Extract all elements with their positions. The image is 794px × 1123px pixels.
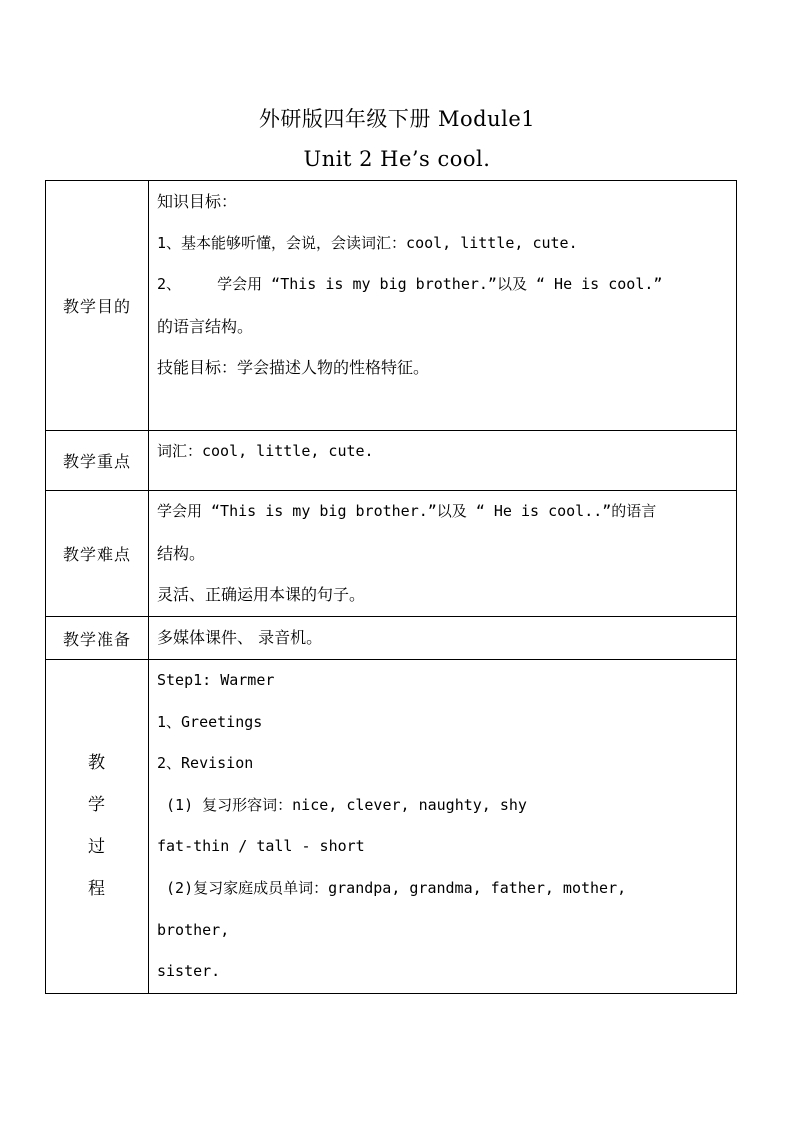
text-line: 的语言结构。: [157, 316, 254, 336]
process-content: [149, 660, 737, 994]
text-line: Step1: Warmer: [157, 671, 275, 689]
text-line: 词汇：cool, little, cute.: [157, 442, 374, 460]
table-row: [46, 431, 737, 491]
table-row: [46, 660, 737, 994]
row-label-key-points: 教学重点: [46, 431, 149, 491]
row-label-objectives: 教学目的: [46, 181, 149, 431]
unit-subtitle: Unit 2 He’s cool.: [303, 147, 491, 171]
key-points-content: [149, 431, 737, 491]
difficulties-content: [149, 491, 737, 617]
text-line: 知识目标：: [157, 192, 238, 211]
label-char: 学: [88, 795, 106, 816]
text-line: (2)复习家庭成员单词：grandpa, grandma, father, mother,: [157, 878, 627, 897]
label-char: 过: [88, 837, 106, 858]
text-line: 技能目标：学会描述人物的性格特征。: [157, 358, 430, 378]
text-line: sister.: [157, 962, 221, 981]
text-line: 1、Greetings: [157, 712, 263, 731]
text-line: brother,: [157, 920, 230, 939]
text-line: fat-thin / tall - short: [157, 837, 365, 856]
label-char: 教: [88, 753, 106, 774]
vertical-label: [46, 742, 148, 910]
text-line: 多媒体课件、 录音机。: [157, 628, 323, 647]
table-row: [46, 617, 737, 660]
preparation-content: [149, 617, 737, 660]
label-char: 程: [88, 879, 106, 900]
lesson-plan-table: [45, 180, 737, 994]
row-label-process: [46, 660, 149, 994]
text-line: 结构。: [157, 543, 206, 563]
text-line: 1、基本能够听懂，会说，会读词汇：cool, little, cute.: [157, 233, 578, 252]
text-line: 灵活、正确运用本课的句子。: [157, 585, 366, 605]
document-title: 外研版四年级下册 Module1: [258, 107, 536, 131]
table-row: [46, 181, 737, 431]
text-line: 学会用 “This is my big brother.”以及 “ He is cool..”的语言: [157, 502, 657, 520]
row-label-difficulties: 教学难点: [46, 491, 149, 617]
text-line: 2、 学会用 “This is my big brother.”以及 “ He is cool.”: [157, 275, 663, 294]
row-label-preparation: 教学准备: [46, 617, 149, 660]
text-line: 2、Revision: [157, 754, 254, 773]
objectives-content: [149, 181, 737, 431]
table-row: [46, 491, 737, 617]
text-line: (1) 复习形容词：nice, clever, naughty, shy: [157, 795, 527, 814]
